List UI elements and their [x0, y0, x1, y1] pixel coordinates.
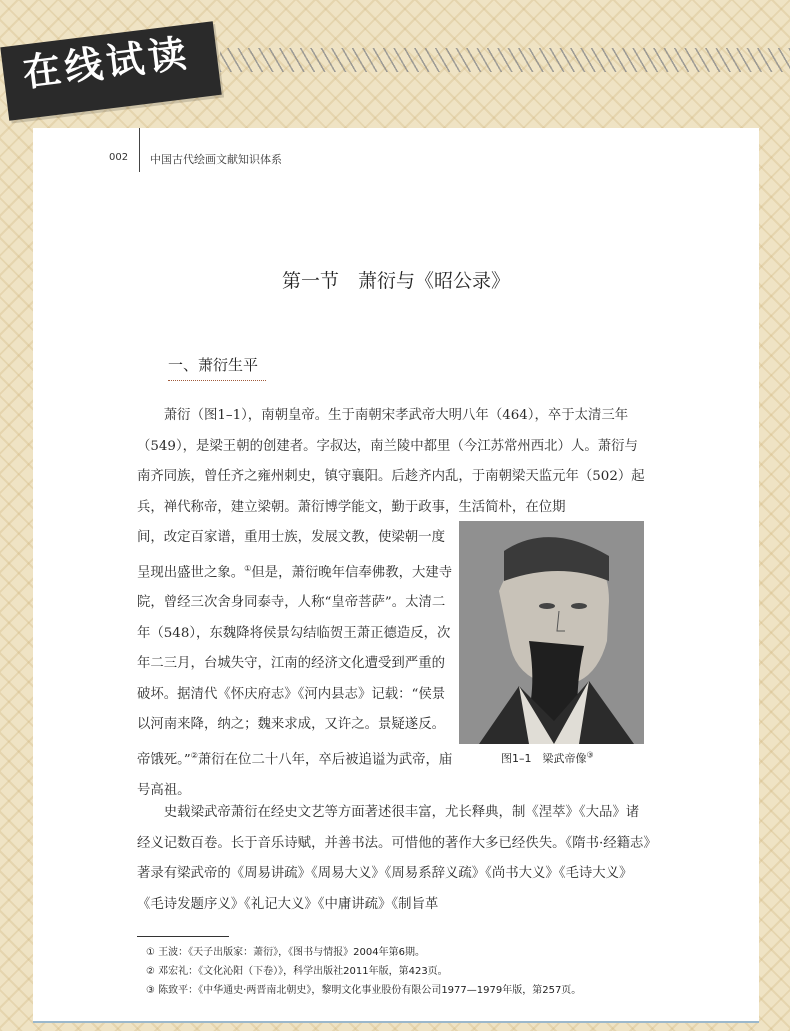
header-divider: [139, 128, 140, 172]
book-page: [33, 128, 759, 1021]
section-title: 第一节 萧衍与《昭公录》: [281, 270, 510, 292]
footnote-divider: [137, 936, 229, 937]
paragraph-3: 史载梁武帝萧衍在经史文艺等方面著述很丰富，尤长释典，制《涅萃》《大品》诸经义记数百卷。长于音乐诗赋，并善书法。可惜他的著作大多已经佚失。《隋书·经籍志》著录有梁武帝的《周易讲疏》《周易大义》《周易系辞义疏》《尚书大义》《毛诗大义》《毛诗发题序义》《礼记大义》《中庸讲疏》《制旨革: [137, 805, 651, 912]
emperor-portrait-image: [459, 521, 644, 744]
footnote-2: ② 邓宏礼：《文化沁阳（下卷）》，科学出版社2011年版，第423页。: [146, 966, 448, 977]
page-number: 002: [109, 152, 129, 163]
running-header-title: 中国古代绘画文献知识体系: [150, 153, 282, 166]
subsection-underline: [168, 380, 266, 381]
paragraph-2-part-c: 萧衍在位二十八年，卒后被追谥为武帝，庙号高祖。: [137, 752, 453, 798]
banner-hatch-decoration: [220, 48, 790, 72]
paragraph-2-part-b: 但是，萧衍晚年信奉佛教，大建寺院，曾经三次舍身同泰寺，人称“皇帝菩萨”。太清二年（548），东魏降将侯景勾结临贺王萧正德造反，次年二三月，台城失守，江南的经济文化遭受到严重的破坏。据清代《怀庆府志》《河内县志》记载：“侯景以河南来降，纳之；魏来求成，又许之。景疑遂反。帝饿死。”: [137, 564, 453, 768]
figure-caption-text: 图1–1 梁武帝像: [501, 752, 587, 765]
paragraph-2-part-a: 间，改定百家谱，重用士族，发展文教，使梁朝一度呈现出盛世之象。: [137, 530, 445, 580]
paragraph-2: [137, 523, 457, 806]
footnote-ref-1[interactable]: ①: [244, 563, 252, 573]
footnote-3: ③ 陈致平：《中华通史·两晋南北朝史》，黎明文化事业股份有限公司1977—1979年版，第257页。: [146, 985, 582, 996]
footnote-ref-3[interactable]: ③: [586, 750, 594, 760]
paragraph-1: 萧衍（图1–1），南朝皇帝。生于南朝宋孝武帝大明八年（464），卒于太清三年（549），是梁王朝的创建者。字叔达，南兰陵中都里（今江苏常州西北）人。萧衍与南齐同族，曾任齐之雍州刺史，镇守襄阳。后趁齐内乱，于南朝梁天监元年（502）起兵，禅代称帝，建立梁朝。萧衍博学能文，勤于政事，生活简朴，在位期: [137, 408, 645, 515]
footnote-1: ① 王波：《天子出版家：萧衍》，《图书与情报》2004年第6期。: [146, 947, 425, 958]
footnote-ref-2[interactable]: ②: [190, 750, 198, 760]
banner-title: 在线试读: [20, 30, 193, 96]
figure-caption: [501, 750, 594, 766]
page-bottom-border: [33, 1021, 759, 1023]
subsection-title: 一、萧衍生平: [168, 356, 259, 374]
